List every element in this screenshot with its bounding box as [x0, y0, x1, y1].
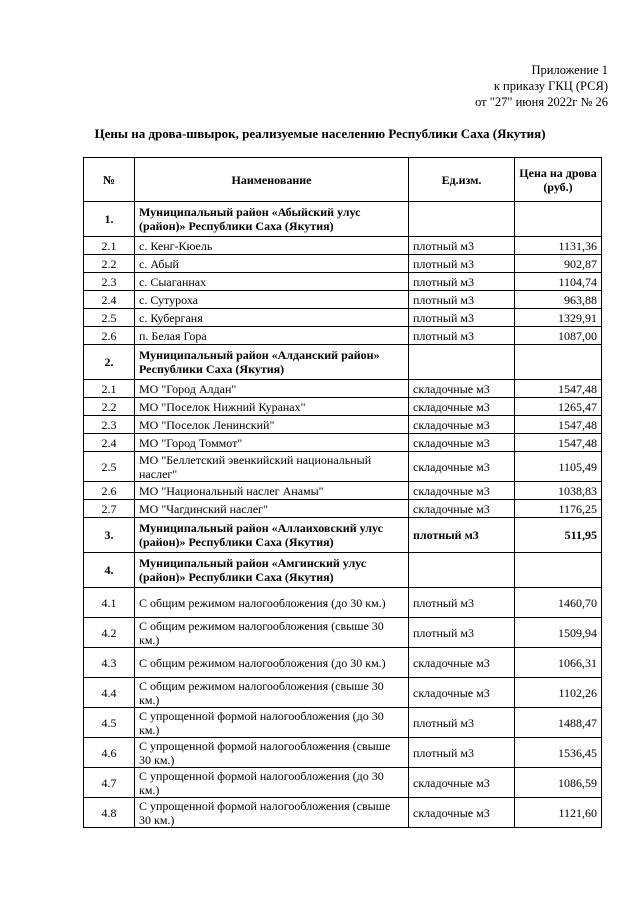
order-label: к приказу ГКЦ (РСЯ)	[493, 79, 608, 93]
table-row	[84, 618, 602, 648]
row-number: 2.2	[84, 255, 135, 273]
prices-table	[83, 157, 602, 828]
row-unit: складочные м3	[409, 398, 515, 416]
row-price: 1547,48	[515, 416, 602, 434]
section-row	[84, 518, 602, 553]
row-price: 1547,48	[515, 434, 602, 452]
row-price: 1087,00	[515, 327, 602, 345]
column-header-price: Цена на дрова (руб.)	[515, 158, 602, 202]
row-name: МО "Город Алдан"	[135, 380, 409, 398]
table-row	[84, 309, 602, 327]
row-name: МО "Чагдинский наслег"	[135, 500, 409, 518]
row-name: с. Куберганя	[135, 309, 409, 327]
row-price: 1488,47	[515, 708, 602, 738]
row-unit: плотный м3	[409, 291, 515, 309]
row-price: 1105,49	[515, 452, 602, 482]
table-row	[84, 588, 602, 618]
table-row	[84, 708, 602, 738]
table-row	[84, 648, 602, 678]
row-number: 4.3	[84, 648, 135, 678]
row-unit: плотный м3	[409, 708, 515, 738]
row-unit: плотный м3	[409, 738, 515, 768]
row-number: 2.7	[84, 500, 135, 518]
row-number: 2.2	[84, 398, 135, 416]
row-price: 1038,83	[515, 482, 602, 500]
row-unit: плотный м3	[409, 273, 515, 291]
row-price: 1104,74	[515, 273, 602, 291]
row-number: 2.1	[84, 380, 135, 398]
row-number: 4.8	[84, 798, 135, 828]
row-price: 902,87	[515, 255, 602, 273]
row-price: 1102,26	[515, 678, 602, 708]
row-price: 1121,60	[515, 798, 602, 828]
row-price: 1536,45	[515, 738, 602, 768]
row-price: 963,88	[515, 291, 602, 309]
row-price: 1131,36	[515, 237, 602, 255]
row-unit: складочные м3	[409, 678, 515, 708]
row-price	[515, 345, 602, 380]
row-number: 4.1	[84, 588, 135, 618]
table-row	[84, 798, 602, 828]
row-number: 2.4	[84, 434, 135, 452]
row-number: 4.4	[84, 678, 135, 708]
table-row	[84, 678, 602, 708]
table-row	[84, 452, 602, 482]
row-price: 1547,48	[515, 380, 602, 398]
row-name: С упрощенной формой налогообложения (свыше 30 км.)	[135, 798, 409, 828]
row-number: 4.7	[84, 768, 135, 798]
row-price: 511,95	[515, 518, 602, 553]
row-unit: плотный м3	[409, 255, 515, 273]
row-unit: складочные м3	[409, 416, 515, 434]
row-name: п. Белая Гора	[135, 327, 409, 345]
row-name: С упрощенной формой налогообложения (до 30 км.)	[135, 768, 409, 798]
row-number: 2.6	[84, 327, 135, 345]
table-row	[84, 273, 602, 291]
row-name: С общим режимом налогообложения (до 30 км.)	[135, 648, 409, 678]
table-header-row	[84, 158, 602, 202]
row-name: С упрощенной формой налогообложения (свыше 30 км.)	[135, 738, 409, 768]
row-name: С общим режимом налогообложения (до 30 км.)	[135, 588, 409, 618]
table-row	[84, 380, 602, 398]
row-unit: плотный м3	[409, 237, 515, 255]
column-header-name: Наименование	[135, 158, 409, 202]
order-reference	[348, 62, 608, 110]
table-row	[84, 255, 602, 273]
section-row	[84, 202, 602, 237]
row-number: 2.1	[84, 237, 135, 255]
table-row	[84, 398, 602, 416]
row-price: 1265,47	[515, 398, 602, 416]
table-row	[84, 416, 602, 434]
row-number: 2.4	[84, 291, 135, 309]
row-price	[515, 202, 602, 237]
row-unit: плотный м3	[409, 309, 515, 327]
table-row	[84, 291, 602, 309]
row-name: с. Сыаганнах	[135, 273, 409, 291]
row-price: 1329,91	[515, 309, 602, 327]
table-row	[84, 237, 602, 255]
row-unit: складочные м3	[409, 500, 515, 518]
row-unit: складочные м3	[409, 434, 515, 452]
row-number: 4.6	[84, 738, 135, 768]
order-date: от "27" июня 2022г № 26	[475, 95, 608, 109]
row-number: 2.3	[84, 416, 135, 434]
column-header-unit: Ед.изм.	[409, 158, 515, 202]
row-name: С общим режимом налогообложения (свыше 30 км.)	[135, 678, 409, 708]
row-number: 4.5	[84, 708, 135, 738]
row-unit	[409, 553, 515, 588]
column-header-number: №	[84, 158, 135, 202]
row-unit: плотный м3	[409, 327, 515, 345]
table-body	[84, 202, 602, 828]
row-price: 1176,25	[515, 500, 602, 518]
row-number: 2.5	[84, 309, 135, 327]
row-name: с. Абый	[135, 255, 409, 273]
row-unit: плотный м3	[409, 588, 515, 618]
table-row	[84, 738, 602, 768]
row-price: 1066,31	[515, 648, 602, 678]
row-number: 2.5	[84, 452, 135, 482]
row-price	[515, 553, 602, 588]
row-unit: складочные м3	[409, 768, 515, 798]
row-name: МО "Город Томмот"	[135, 434, 409, 452]
row-unit: складочные м3	[409, 452, 515, 482]
page-title: Цены на дрова-швырок, реализуемые населению Республики Саха (Якутия)	[94, 126, 546, 141]
row-price: 1509,94	[515, 618, 602, 648]
row-number: 2.3	[84, 273, 135, 291]
row-number: 4.2	[84, 618, 135, 648]
row-unit: складочные м3	[409, 798, 515, 828]
row-number: 3.	[84, 518, 135, 553]
row-name: МО "Национальный наслег Анамы"	[135, 482, 409, 500]
row-price: 1086,59	[515, 768, 602, 798]
row-unit: складочные м3	[409, 648, 515, 678]
row-name: с. Сутуроха	[135, 291, 409, 309]
row-unit: складочные м3	[409, 380, 515, 398]
row-name: с. Кенг-Кюель	[135, 237, 409, 255]
table-row	[84, 482, 602, 500]
row-price: 1460,70	[515, 588, 602, 618]
row-number: 4.	[84, 553, 135, 588]
row-unit: плотный м3	[409, 518, 515, 553]
row-name: Муниципальный район «Алданский район» Республики Саха (Якутия)	[135, 345, 409, 380]
row-number: 2.	[84, 345, 135, 380]
row-name: МО "Беллетский эвенкийский национальный наслег"	[135, 452, 409, 482]
section-row	[84, 345, 602, 380]
table-row	[84, 768, 602, 798]
row-name: Муниципальный район «Амгинский улус (район)» Республики Саха (Якутия)	[135, 553, 409, 588]
row-number: 2.6	[84, 482, 135, 500]
row-unit	[409, 345, 515, 380]
row-name: Муниципальный район «Аллаиховский улус (район)» Республики Саха (Якутия)	[135, 518, 409, 553]
table-row	[84, 434, 602, 452]
appendix-label: Приложение 1	[531, 63, 608, 77]
row-number: 1.	[84, 202, 135, 237]
table-row	[84, 327, 602, 345]
row-unit: плотный м3	[409, 618, 515, 648]
row-name: МО "Поселок Ленинский"	[135, 416, 409, 434]
row-name: С общим режимом налогообложения (свыше 30 км.)	[135, 618, 409, 648]
row-unit: складочные м3	[409, 482, 515, 500]
table-row	[84, 500, 602, 518]
row-name: МО "Поселок Нижний Куранах"	[135, 398, 409, 416]
row-name: Муниципальный район «Абыйский улус (район)» Республики Саха (Якутия)	[135, 202, 409, 237]
row-unit	[409, 202, 515, 237]
section-row	[84, 553, 602, 588]
row-name: С упрощенной формой налогообложения (до 30 км.)	[135, 708, 409, 738]
